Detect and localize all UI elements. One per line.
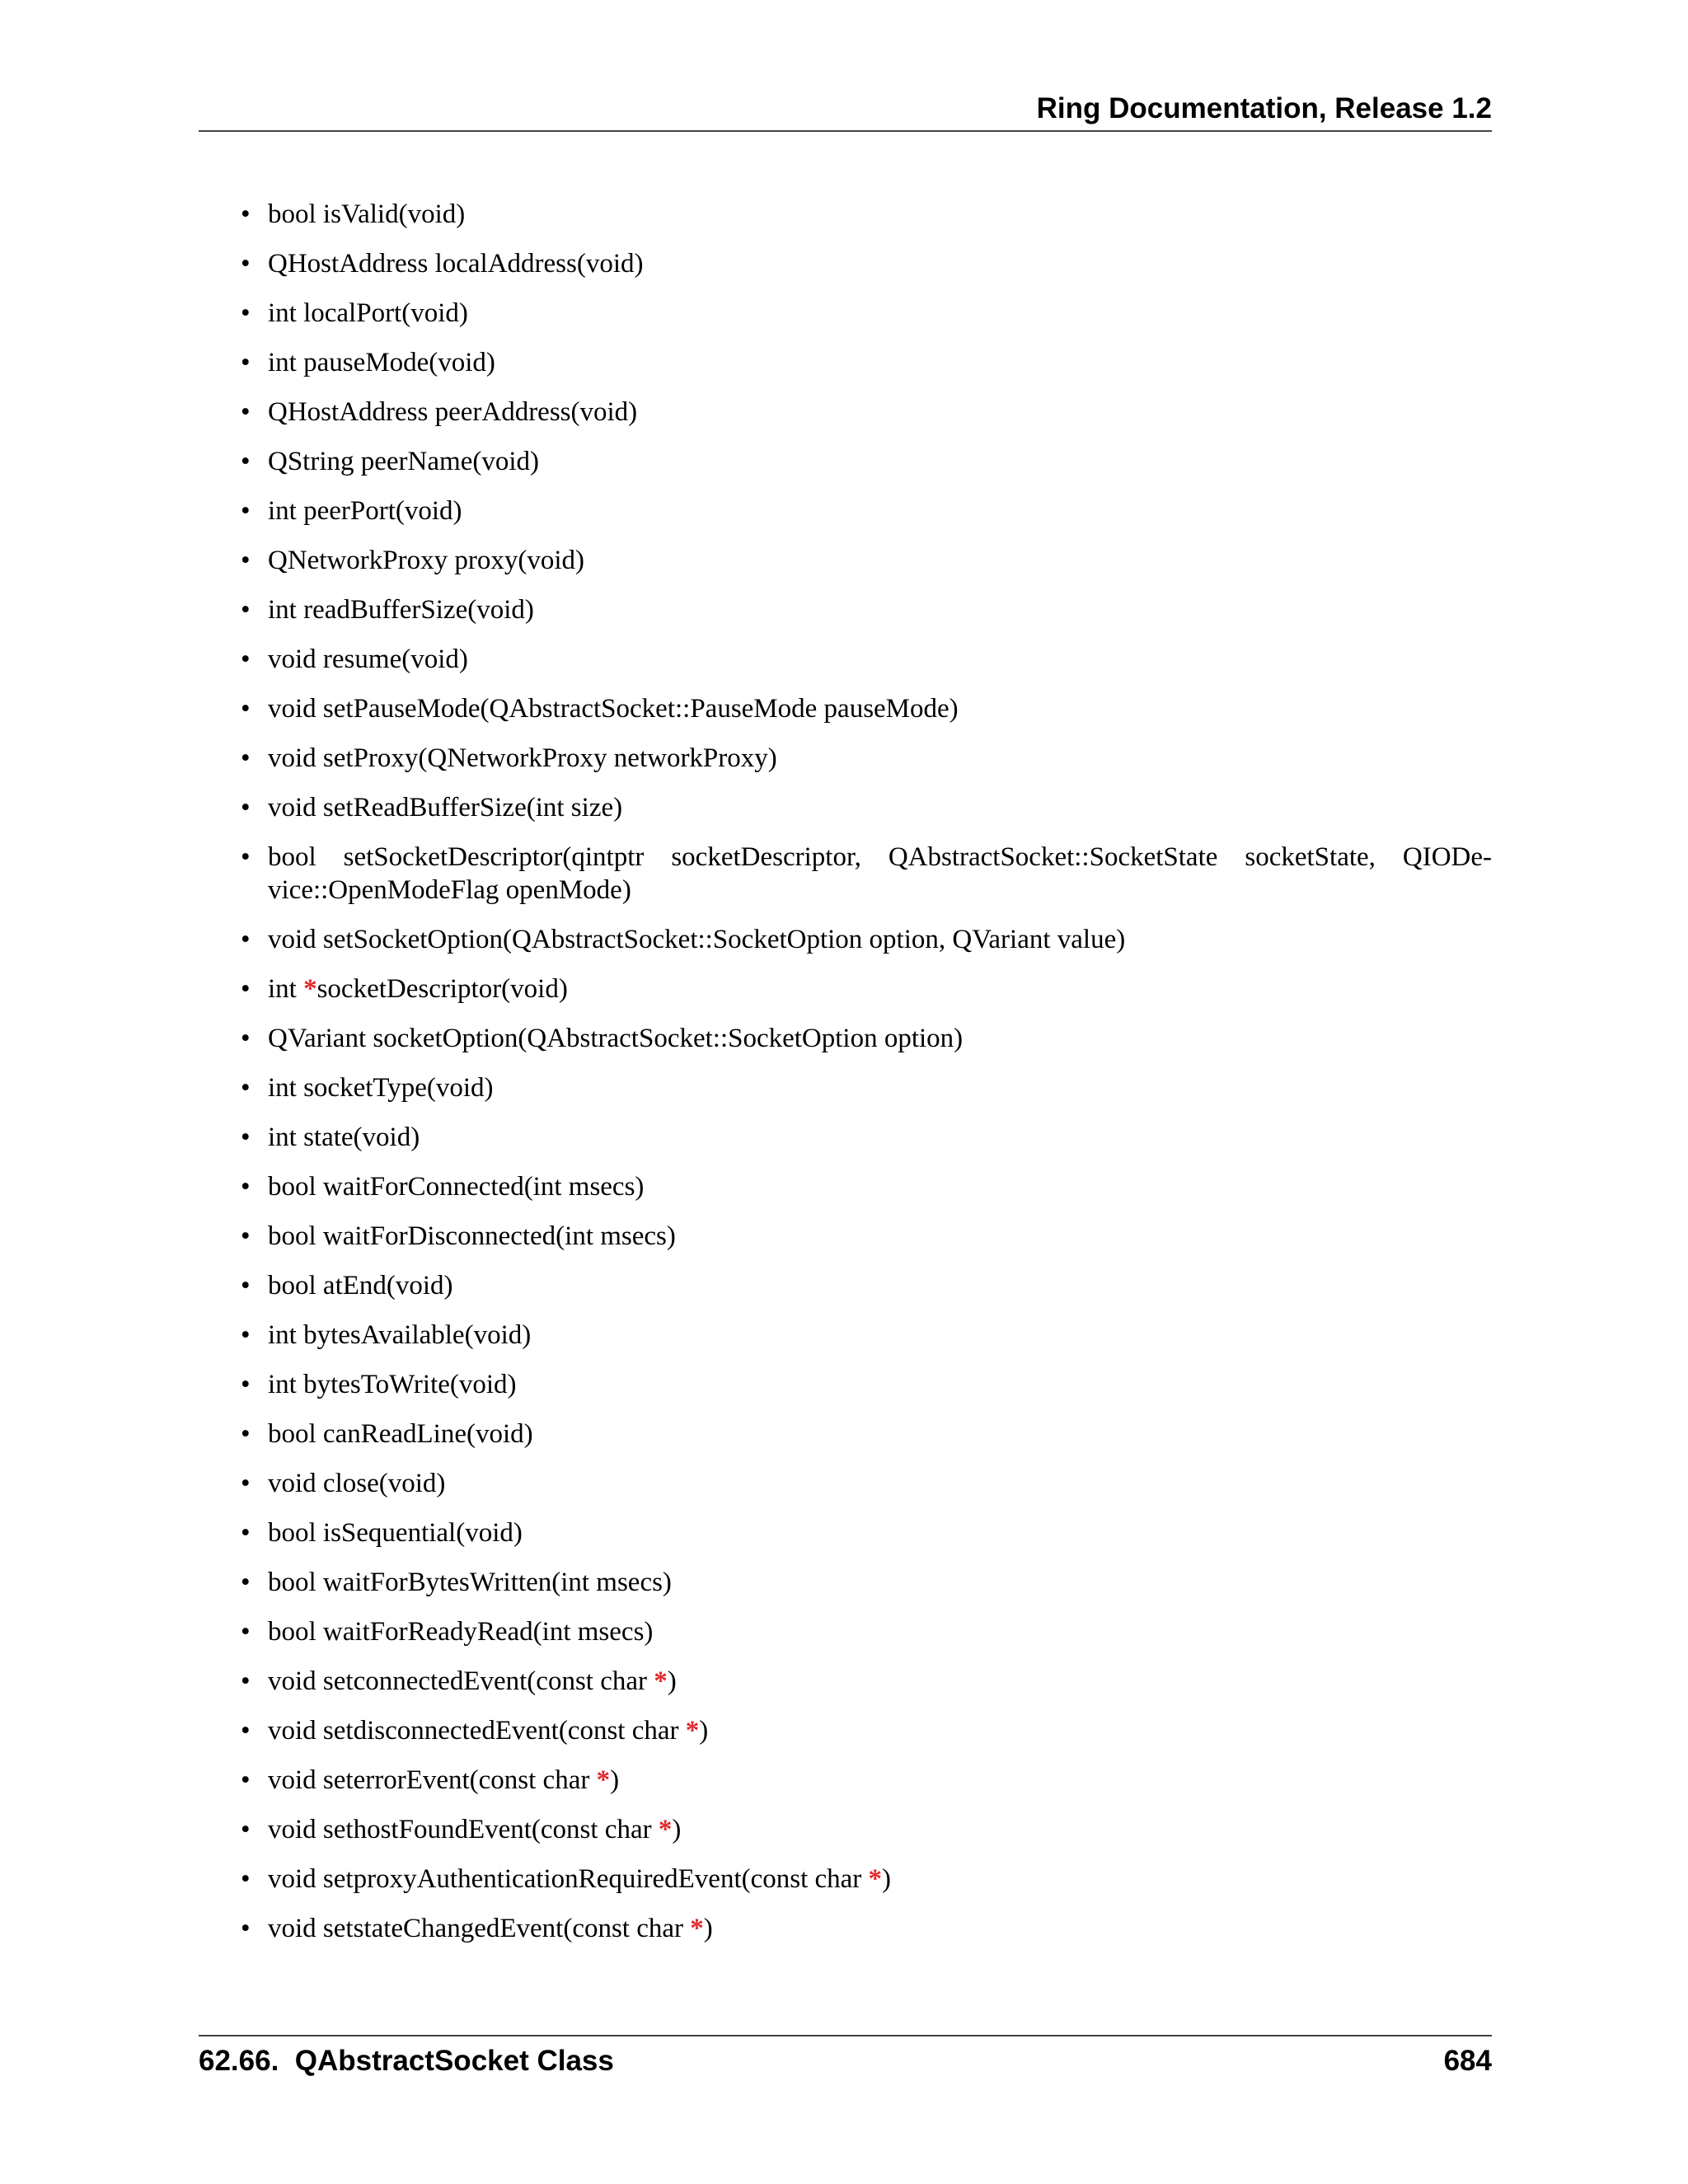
- footer-rule: [199, 2035, 1492, 2036]
- method-list-item: [241, 247, 1492, 280]
- method-list-item: [241, 1813, 1492, 1846]
- method-signature-text: int state(void): [268, 1122, 420, 1152]
- method-signature-text: socketDescriptor(void): [316, 974, 568, 1004]
- method-list-item: [241, 1764, 1492, 1797]
- method-signature-text: void seterrorEvent(const char: [268, 1765, 597, 1795]
- method-signature-text: int readBufferSize(void): [268, 595, 534, 625]
- method-signature-text: int socketType(void): [268, 1073, 494, 1103]
- method-signature-text: QVariant socketOption(QAbstractSocket::SocketOption option): [268, 1024, 964, 1053]
- method-signature-text: bool waitForBytesWritten(int msecs): [268, 1568, 672, 1597]
- method-signature-text: void setproxyAuthenticationRequiredEvent(const char: [268, 1864, 869, 1894]
- method-list-item: [241, 742, 1492, 775]
- method-signature-text: void setPauseMode(QAbstractSocket::PauseMode pauseMode): [268, 694, 959, 724]
- method-list: [241, 198, 1492, 1945]
- method-list-item: [241, 1022, 1492, 1055]
- method-list-item: [241, 1121, 1492, 1154]
- method-signature-text: void setconnectedEvent(const char: [268, 1666, 654, 1696]
- method-signature-text: bool waitForReadyRead(int msecs): [268, 1617, 654, 1647]
- page-header-title: Ring Documentation, Release 1.2: [1036, 92, 1492, 124]
- method-signature-text: ): [699, 1716, 709, 1746]
- pointer-asterisk: *: [303, 974, 317, 1004]
- method-list-item: [241, 841, 1492, 907]
- method-list-item: [241, 346, 1492, 379]
- method-signature-text: bool waitForConnected(int msecs): [268, 1172, 645, 1202]
- method-signature-text: QString peerName(void): [268, 447, 539, 476]
- method-list-item: [241, 1516, 1492, 1549]
- method-signature-text: int bytesToWrite(void): [268, 1370, 517, 1399]
- method-list-item: [241, 1269, 1492, 1302]
- method-signature-text: ): [703, 1914, 713, 1943]
- method-list-item: [241, 1220, 1492, 1253]
- method-list-item: [241, 396, 1492, 429]
- method-list-item: [241, 1467, 1492, 1500]
- pointer-asterisk: *: [868, 1864, 883, 1894]
- footer-page-number: 684: [1443, 2045, 1492, 2077]
- method-list-item: [241, 1714, 1492, 1747]
- method-signature-text: ): [610, 1765, 620, 1795]
- method-list-item: [241, 1863, 1492, 1896]
- method-list-item: [241, 1170, 1492, 1203]
- method-list-item: [241, 544, 1492, 577]
- method-list-item: [241, 494, 1492, 527]
- method-list-item: [241, 1368, 1492, 1401]
- method-signature-text: void setdisconnectedEvent(const char: [268, 1716, 686, 1746]
- method-list-item: [241, 1912, 1492, 1945]
- method-signature-text: void setSocketOption(QAbstractSocket::SocketOption option, QVariant value): [268, 925, 1126, 954]
- method-signature-text: QNetworkProxy proxy(void): [268, 546, 585, 575]
- header-rule: [199, 130, 1492, 132]
- method-list-item: [241, 1418, 1492, 1451]
- method-list-item: [241, 198, 1492, 231]
- method-signature-text: ): [672, 1815, 682, 1844]
- pointer-asterisk: *: [658, 1815, 673, 1844]
- method-list-item: [241, 1319, 1492, 1352]
- method-list-item: [241, 923, 1492, 956]
- method-signature-text: QHostAddress peerAddress(void): [268, 397, 638, 427]
- method-signature-text: ): [882, 1864, 892, 1894]
- method-signature-text: bool setSocketDescriptor(qintptr socketDescriptor, QAbstractSocket::SocketState socketState, QIODe-vice::OpenModeFlag openMode): [268, 842, 1492, 905]
- pointer-asterisk: *: [596, 1765, 611, 1795]
- method-signature-text: bool isValid(void): [268, 199, 466, 229]
- method-list-item: [241, 1566, 1492, 1599]
- method-list-item: [241, 445, 1492, 478]
- method-signature-text: bool waitForDisconnected(int msecs): [268, 1221, 676, 1251]
- method-signature-text: int bytesAvailable(void): [268, 1320, 532, 1350]
- method-signature-text: int pauseMode(void): [268, 348, 495, 377]
- method-signature-text: bool isSequential(void): [268, 1518, 523, 1548]
- method-signature-text: void sethostFoundEvent(const char: [268, 1815, 659, 1844]
- method-signature-text: void setReadBufferSize(int size): [268, 793, 623, 823]
- method-list-item: [241, 643, 1492, 676]
- method-signature-text: ): [667, 1666, 677, 1696]
- method-signature-text: bool canReadLine(void): [268, 1419, 533, 1449]
- method-signature-text: QHostAddress localAddress(void): [268, 249, 644, 279]
- method-list-item: [241, 791, 1492, 824]
- method-list-item: [241, 1615, 1492, 1648]
- method-signature-text: int peerPort(void): [268, 496, 462, 526]
- method-list-item: [241, 1665, 1492, 1698]
- pointer-asterisk: *: [690, 1914, 704, 1943]
- method-list-item: [241, 1071, 1492, 1104]
- method-signature-text: void resume(void): [268, 644, 468, 674]
- method-signature-text: void close(void): [268, 1469, 446, 1498]
- pointer-asterisk: *: [654, 1666, 668, 1696]
- method-signature-text: void setProxy(QNetworkProxy networkProxy): [268, 743, 777, 773]
- method-signature-text: int localPort(void): [268, 298, 468, 328]
- method-list-item: [241, 972, 1492, 1005]
- method-signature-text: void setstateChangedEvent(const char: [268, 1914, 691, 1943]
- method-list-item: [241, 692, 1492, 725]
- footer-section-title: 62.66. QAbstractSocket Class: [199, 2045, 614, 2077]
- method-signature-text: int: [268, 974, 304, 1004]
- method-signature-text: bool atEnd(void): [268, 1271, 453, 1301]
- method-list-item: [241, 593, 1492, 626]
- method-list-item: [241, 297, 1492, 330]
- pointer-asterisk: *: [685, 1716, 700, 1746]
